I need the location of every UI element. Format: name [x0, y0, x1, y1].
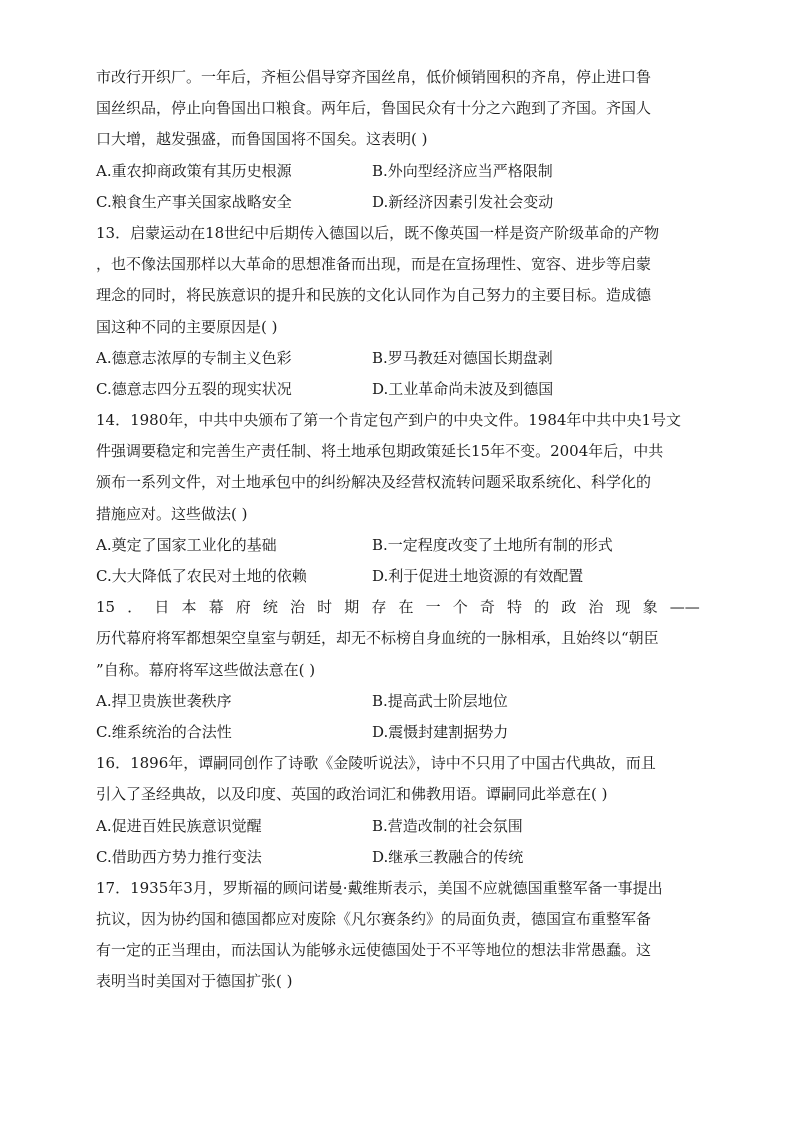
- q15-line-1-char: 存: [371, 598, 387, 617]
- q12-options-row-1: [96, 156, 700, 187]
- question-17: [96, 873, 700, 998]
- q14-option-a: A.奠定了国家工业化的基础: [96, 535, 277, 554]
- q12-option-d: D.新经济因素引发社会变动: [372, 192, 554, 211]
- q16-option-d: D.继承三教融合的传统: [372, 847, 524, 866]
- q15-option-c: C.维系统治的合法性: [96, 722, 232, 741]
- q15-line-1-char: 时: [317, 598, 333, 617]
- q15-line-1-char: 个: [452, 598, 468, 617]
- q15-line-1-char: 治: [588, 598, 604, 617]
- q13-options-row-2: [96, 374, 700, 405]
- q12-line-3: 口大增，越发强盛，而鲁国国将不国矣。这表明( ): [96, 130, 428, 149]
- q15-option-a: A.捍卫贵族世袭秩序: [96, 691, 232, 710]
- q16-options-row-2: [96, 842, 700, 873]
- q16-option-c: C.借助西方势力推行变法: [96, 847, 262, 866]
- q15-line-1-char: 府: [235, 598, 251, 617]
- q16-option-b: B.营造改制的社会氛围: [372, 816, 523, 835]
- q14-options-row-2: [96, 561, 700, 592]
- q14-line-2: 件强调要稳定和完善生产责任制、将土地承包期政策延长15年不变。2004年后，中共: [96, 442, 664, 461]
- q16-options-row-1: [96, 811, 700, 842]
- q15-options-row-1: [96, 686, 700, 717]
- q15-line-1-char: ——: [669, 598, 700, 617]
- q13-line-2: ，也不像法国那样以大革命的思想准备而出现，而是在宣扬理性、宽容、进步等启蒙: [96, 255, 652, 274]
- q16-option-a: A.促进百姓民族意识觉醒: [96, 816, 262, 835]
- question-12: [96, 62, 700, 218]
- q15-option-d: D.震慑封建割据势力: [372, 722, 509, 741]
- q12-line-1: 市改行开织厂。一年后，齐桓公倡导穿齐国丝帛，低价倾销囤积的齐帛，停止进口鲁: [96, 68, 652, 86]
- q15-options-row-2: [96, 717, 700, 748]
- q15-line-1-char: 幕: [208, 598, 224, 617]
- q13-option-a: A.德意志浓厚的专制主义色彩: [96, 348, 292, 367]
- q15-line-1-char: 政: [561, 598, 577, 617]
- q15-line-1-char: 特: [506, 598, 522, 617]
- q14-option-d: D.利于促进土地资源的有效配置: [372, 567, 584, 585]
- q14-option-b: B.一定程度改变了土地所有制的形式: [372, 535, 613, 554]
- q15-line-1-char: 奇: [479, 598, 495, 617]
- q14-line-1: 14．1980年，中共中央颁布了第一个肯定包产到户的中央文件。1984年中共中央1号文: [96, 411, 681, 430]
- q13-line-4: 国这种不同的主要原因是( ): [96, 317, 278, 336]
- q13-option-b: B.罗马教廷对德国长期盘剥: [372, 348, 553, 367]
- q15-line-1-char: 统: [262, 598, 278, 617]
- q13-option-d: D.工业革命尚未波及到德国: [372, 379, 554, 398]
- q15-line-2: 历代幕府将军都想架空皇室与朝廷，却无不标榜自身血统的一脉相承，且始终以“朝臣: [96, 629, 659, 648]
- q15-line-1-char: 的: [534, 598, 550, 617]
- q12-option-a: A.重农抑商政策有其历史根源: [96, 161, 292, 180]
- q15-line-1-char: 15: [96, 598, 116, 617]
- q14-line-3: 颁布一系列文件，对土地承包中的纠纷解决及经营权流转问题采取系统化、科学化的: [96, 473, 652, 492]
- q16-line-1: 16．1896年，谭嗣同创作了诗歌《金陵听说法》，诗中不只用了中国古代典故，而且: [96, 754, 656, 773]
- q17-line-2: 抗议，因为协约国和德国都应对废除《凡尔赛条约》的局面负责，德国宣布重整军备: [96, 910, 652, 929]
- question-15: [96, 592, 700, 748]
- q15-line-1-char: 在: [398, 598, 414, 617]
- q14-options-row-1: [96, 530, 700, 561]
- q15-line-1-char: 本: [181, 598, 197, 617]
- q12-options-row-2: [96, 187, 700, 218]
- q17-line-1: 17．1935年3月，罗斯福的顾问诺曼·戴维斯表示，美国不应就德国重整军备一事提出: [96, 878, 663, 897]
- q14-option-c: C.大大降低了农民对土地的依赖: [96, 567, 307, 585]
- question-16: [96, 748, 700, 873]
- exam-page: [96, 62, 700, 998]
- q17-line-3: 有一定的正当理由，而法国认为能够永远使德国处于不平等地位的想法非常愚蠢。这: [96, 941, 652, 960]
- q15-line-1: [96, 592, 700, 623]
- q15-line-3: ”自称。幕府将军这些做法意在( ): [96, 660, 316, 679]
- q15-line-1-char: 一: [425, 598, 441, 617]
- q13-option-c: C.德意志四分五裂的现实状况: [96, 379, 292, 398]
- q12-option-b: B.外向型经济应当严格限制: [372, 161, 553, 180]
- q15-option-b: B.提高武士阶层地位: [372, 691, 508, 710]
- question-14: [96, 405, 700, 592]
- q14-line-4: 措施应对。这些做法( ): [96, 504, 248, 523]
- q17-line-4: 表明当时美国对于德国扩张( ): [96, 972, 293, 991]
- q15-line-1-char: 期: [344, 598, 360, 617]
- q15-line-1-char: 现: [615, 598, 631, 617]
- q15-line-1-char: 象: [642, 598, 658, 617]
- question-13: [96, 218, 700, 405]
- q15-line-1-char: ．: [127, 598, 143, 617]
- q13-options-row-1: [96, 343, 700, 374]
- q12-option-c: C.粮食生产事关国家战略安全: [96, 192, 292, 211]
- q12-line-2: 国丝织品，停止向鲁国出口粮食。两年后，鲁国民众有十分之六跑到了齐国。齐国人: [96, 99, 652, 118]
- q13-line-3: 理念的同时，将民族意识的提升和民族的文化认同作为自己努力的主要目标。造成德: [96, 286, 652, 305]
- q16-line-2: 引入了圣经典故，以及印度、英国的政治词汇和佛教用语。谭嗣同此举意在( ): [96, 785, 608, 804]
- q15-line-1-char: 日: [154, 598, 170, 617]
- q13-line-1: 13．启蒙运动在18世纪中后期传入德国以后，既不像英国一样是资产阶级革命的产物: [96, 223, 660, 242]
- q15-line-1-char: 治: [289, 598, 305, 617]
